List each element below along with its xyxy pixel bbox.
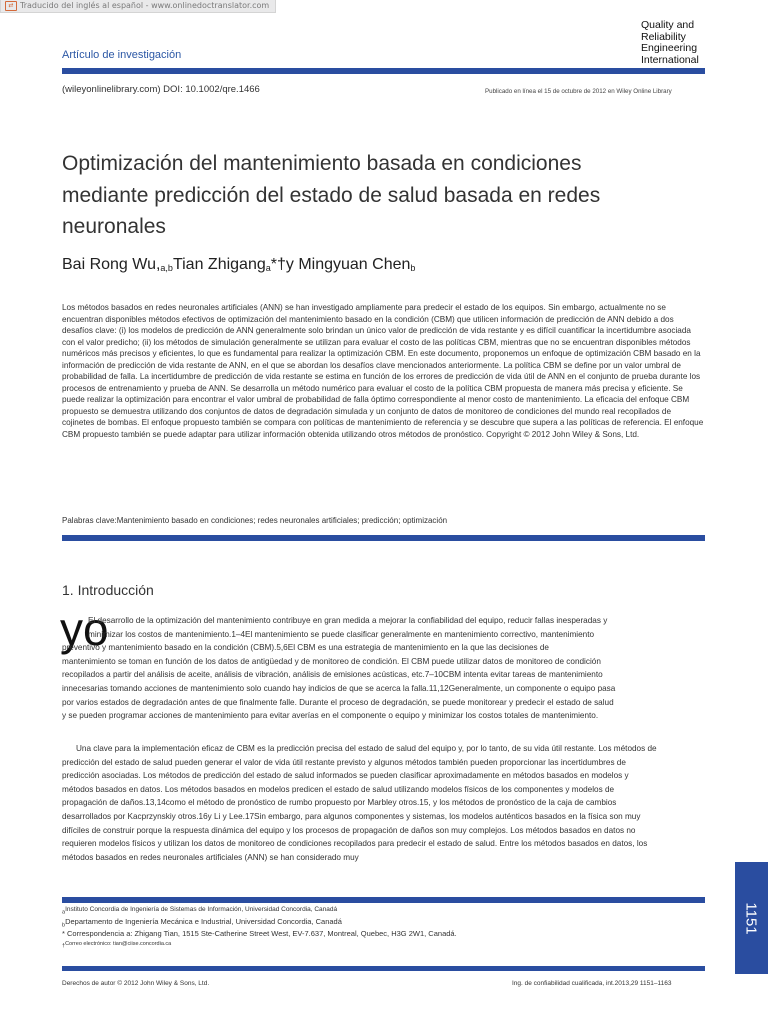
journal-name-line: Engineering	[641, 42, 698, 54]
footer-rule	[62, 966, 705, 971]
paragraph-line: mantenimiento se toman en función de los datos de antigüedad y de monitoreo de condición. El CBM puede utilizar datos de monitoreo de condición	[62, 656, 601, 666]
page-number-tab	[735, 862, 768, 974]
affiliation-mark: b	[62, 922, 66, 929]
footer-citation: Ing. de confiabilidad cualificada, int.2013,29 1151–1163	[512, 980, 672, 987]
paragraph-line: minimizar los costos de mantenimiento.1–4El mantenimiento se puede clasificar generalmente en mantenimiento correctivo, mantenimiento	[88, 629, 595, 639]
affiliation-mark: a	[62, 909, 66, 916]
affiliations-rule	[62, 897, 705, 903]
affiliation-text: Instituto Concordia de Ingeniería de Sistemas de Información, Universidad Concordia, Canadá	[65, 906, 338, 913]
paragraph-line: difíciles de construir porque la respuesta dinámica del equipo y los procesos de propagación de daños son muy complejos. Los métodos basados en datos no	[62, 825, 636, 835]
paragraph-line: predicción del estado de salud pueden generar el valor de vida útil restante previsto y algunos métodos también pueden proporcionar las incertidumbres de	[62, 757, 626, 767]
affiliation-text: Departamento de Ingeniería Mecánica e Industrial, Universidad Concordia, Canadá	[65, 917, 342, 926]
author-list	[62, 256, 415, 274]
keywords: Palabras clave:Mantenimiento basado en condiciones; redes neuronales artificiales; predicción; optimización	[62, 516, 448, 525]
email-mark: †	[62, 943, 66, 950]
paragraph-line: preventivo y mantenimiento basado en la condición (CBM).5,6El CBM es una estrategia de mantenimiento en la que las decisiones de	[62, 643, 549, 653]
keywords-rule	[62, 535, 705, 541]
corresponding-author-mark: *†	[270, 256, 286, 273]
paragraph-line: por varios estados de degradación antes de que finalmente falle. Durante el proceso de degradación, se puede monitorear y predecir el estado de salud	[62, 697, 614, 707]
intro-paragraph-1	[62, 614, 706, 723]
author-name: y Mingyuan Chen	[285, 256, 411, 273]
author-name: Bai Rong Wu,	[62, 256, 161, 273]
paragraph-line: predicción asociadas. Los métodos de predicción del estado de salud informados se pueden clasificar aproximadamente en métodos basados en modelos y	[62, 771, 629, 781]
intro-paragraph-2	[62, 742, 706, 864]
title-line: mediante predicción del estado de salud basada en redes	[62, 183, 601, 207]
doi-line: (wileyonlinelibrary.com) DOI: 10.1002/qre.1466	[62, 84, 260, 95]
section-heading: 1. Introducción	[62, 582, 154, 598]
correspondence-note: * Correspondencia a: Zhigang Tian, 1515 Ste-Catherine Street West, EV-7.637, Montreal, Quebec, H3G 2W1, Canadá.	[62, 929, 457, 938]
paragraph-line: desarrollados por Kacprzynskiy otros.16y Li y Lee.17Sin embargo, para algunos componentes y sistemas, los modelos auténticos basados en la física son muy	[62, 811, 641, 821]
journal-logo	[641, 20, 721, 66]
drop-cap: yo	[60, 603, 109, 655]
paragraph-line: métodos basados en datos. Los métodos basados en modelos predicen el estado de salud utilizando modelos físicos de los componentes y modelos de	[62, 784, 615, 794]
paragraph-line: innecesarias tomando acciones de mantenimiento solo cuando hay indicios de que se acerca la falla.11,12Generalmente, un componente o equipo pasa	[62, 683, 616, 693]
footer-copyright: Derechos de autor © 2012 John Wiley & Sons, Ltd.	[62, 980, 210, 987]
translator-banner[interactable]	[0, 0, 276, 13]
journal-name-line: International	[641, 53, 699, 66]
author-name: Tian Zhigang	[172, 256, 266, 273]
affiliation-b	[62, 917, 342, 929]
email-text: Correo electrónico: tian@ciise.concordia.ca	[65, 941, 172, 947]
paragraph-line: requieren modelos físicos y utilizan los datos de monitoreo de condiciones recopilados para predecir el estado de salud. Entre los métodos basados en datos, los	[62, 839, 648, 849]
author-affiliation-mark: a	[265, 263, 271, 273]
article-title	[62, 148, 702, 243]
paragraph-line: recopilados a partir del análisis de aceite, análisis de vibración, análisis de emisiones acústicas, etc.7–10CBM intenta evitar tareas de mantenimiento	[62, 670, 603, 680]
translator-banner-text: Traducido del inglés al español - www.onlinedoctranslator.com	[20, 1, 270, 10]
published-line: Publicado en línea el 15 de octubre de 2012 en Wiley Online Library	[485, 88, 672, 95]
paragraph-line: métodos basados en redes neuronales artificiales (ANN) se han considerado muy	[62, 852, 359, 862]
abstract: Los métodos basados en redes neuronales artificiales (ANN) se han investigado ampliamente para predecir el estado de los equipos. Sin embargo, actualmente no se encuentran disponibles métodos efectivos de optimización del mantenimiento basado en la condición (CBM) que utilicen información de predicción de ANN debido a dos desafíos clave: (i) los modelos de predicción de ANN generalmente solo brindan un único valor de predicción de vida restante y es difícil cuantificar la incertidumbre asociada con el valor predicho; (ii) los métodos de simulación generalmente se utilizan para evaluar el costo de las políticas CBM, mientras que no se encuentran disponibles métodos numéricos más precisos y eficientes, lo que es fundamental para realizar la optimización CBM. En este documento, proponemos un enfoque de optimización CBM basado en la información de predicción de vida restante de ANN, en el que se abordan los desafíos clave mencionados anteriormente. La política CBM se define por un valor umbral de probabilidad de falla. La incertidumbre de predicción de vida restante se estima en función de los errores de predicción de vida útil de ANN en el conjunto de prueba durante los procesos de entrenamiento y prueba de ANN. Se desarrolla un método numérico para evaluar el costo de la política CBM propuesta de manera más precisa y eficiente. Se puede realizar la optimización para encontrar el valor umbral de probabilidad de falla óptimo correspondiente al menor costo de mantenimiento. La eficacia del enfoque CBM propuesto se demuestra utilizando dos conjuntos de datos de degradación simulada y un conjunto de datos de monitoreo de condiciones del mundo real recopilados de cojinetes de bombas. El enfoque propuesto también se compara con políticas de mantenimiento de referencia y se descubre que supera a las políticas de referencia. El enfoque CBM propuesto también se puede adaptar para utilizar información obtenida utilizando otros métodos de pronóstico. Copyright © 2012 John Wiley & Sons, Ltd.	[62, 303, 704, 439]
title-line: neuronales	[62, 215, 166, 238]
paragraph-line: Una clave para la implementación eficaz de CBM es la predicción precisa del estado de salud del equipo y, por lo tanto, de su vida útil restante. Los métodos de	[76, 744, 657, 753]
affiliation-a	[62, 906, 337, 915]
section-label: Artículo de investigación	[62, 49, 182, 61]
translator-icon: ⇄	[5, 1, 17, 11]
journal-name-line: Reliability	[641, 30, 686, 43]
title-line: Optimización del mantenimiento basada en condiciones	[62, 152, 582, 175]
paragraph-line: propagación de daños.13,14como el método de pronóstico de rumbo propuesto por Marbley otros.15, y los métodos de pronóstico de la caja de cambios	[62, 798, 617, 808]
author-affiliation-mark: b	[410, 263, 416, 273]
paragraph-line: y se pueden programar acciones de mantenimiento para evitar averías en el componente o equipo y minimizar los costos totales de mantenimiento.	[62, 711, 599, 721]
journal-name-line: Quality and	[641, 19, 695, 31]
paragraph-line: El desarrollo de la optimización del mantenimiento contribuye en gran medida a mejorar la confiabilidad del equipo, reducir fallas inesperadas y	[88, 616, 608, 625]
email-note	[62, 941, 171, 949]
page-number: 1151	[742, 901, 760, 935]
header-rule	[62, 68, 705, 74]
author-affiliation-mark: a,b	[160, 263, 173, 273]
